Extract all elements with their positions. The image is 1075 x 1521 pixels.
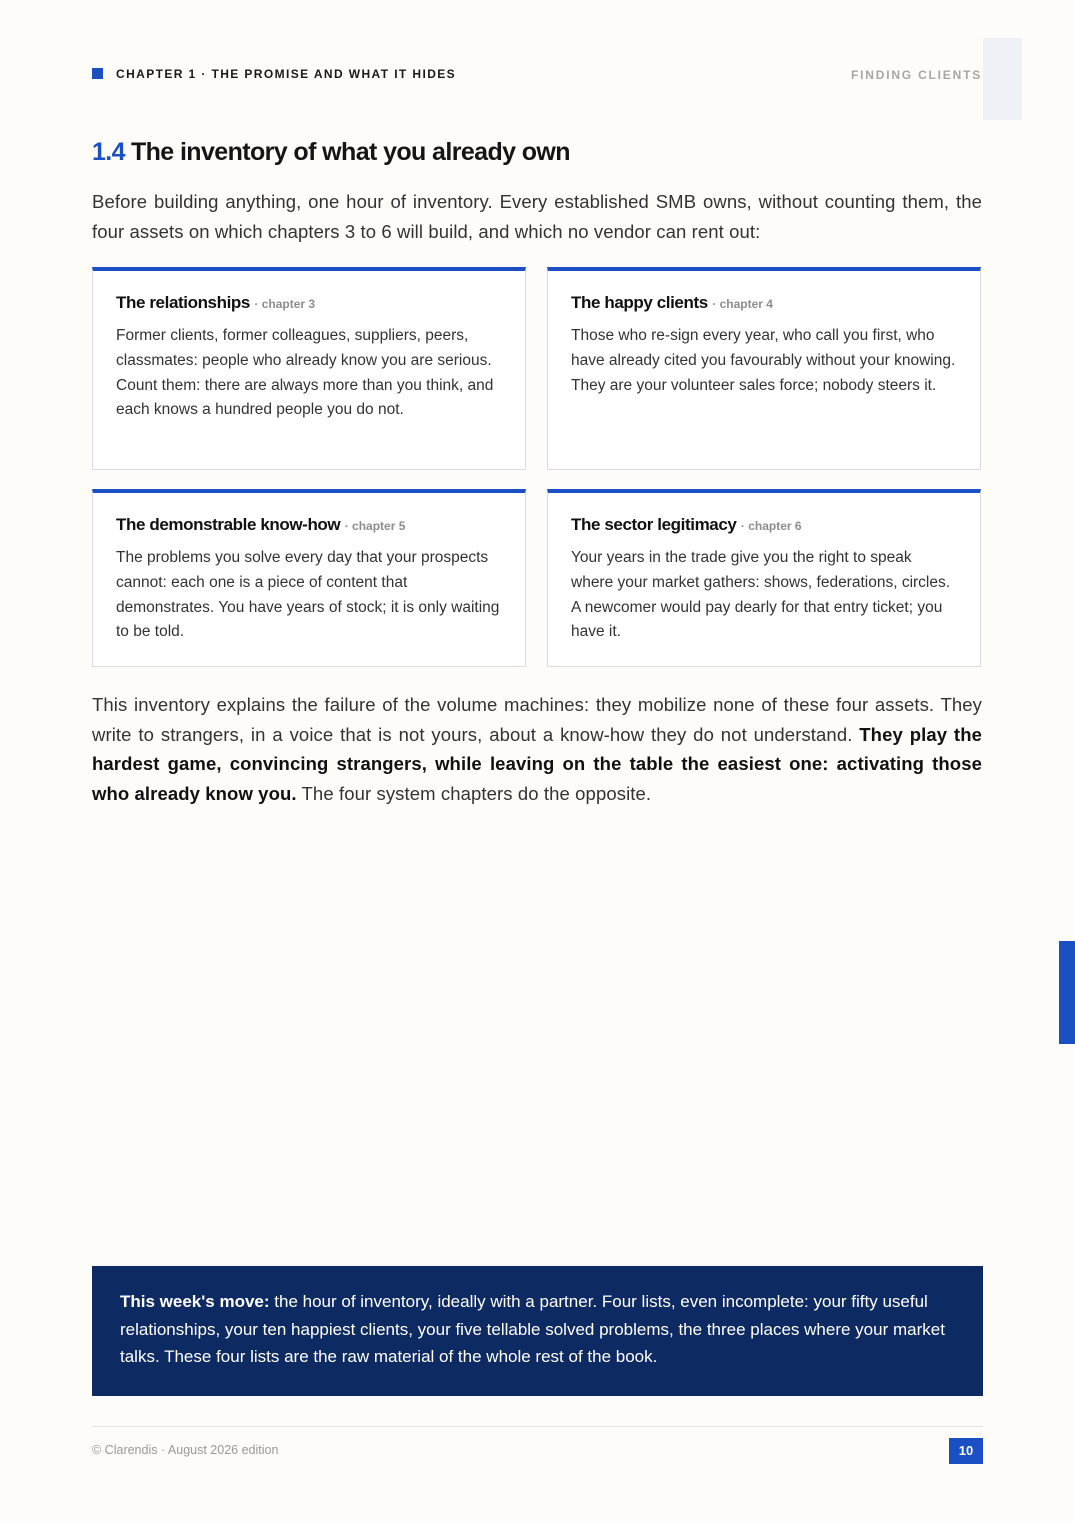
chapter-label: CHAPTER 1 · THE PROMISE AND WHAT IT HIDES: [116, 67, 457, 81]
chapter-marker: [92, 68, 103, 79]
card-title-text: The demonstrable know-how: [116, 515, 341, 534]
running-header: [92, 67, 982, 81]
card-body: Your years in the trade give you the right to speak where your market gathers: shows, federations, circles. A newcomer would pay dearly for that entry ticket; you have it.: [571, 549, 951, 641]
section-title: The inventory of what you already own: [130, 138, 570, 166]
card-title: [116, 293, 315, 313]
chapter-side-tab: [1059, 941, 1075, 1044]
page-number: 10: [949, 1438, 983, 1464]
outro-text: This inventory explains the failure of the volume machines: they mobilize none of these four assets. They write to strangers, in a voice that is not yours, about a know-how they do not understand.: [92, 694, 982, 745]
card-title: [571, 293, 773, 313]
callout-label: This week's move:: [120, 1292, 270, 1311]
weekly-move-callout: [92, 1266, 983, 1396]
card-title: [571, 515, 802, 535]
card-title-text: The relationships: [116, 293, 250, 312]
footer-divider: [92, 1426, 983, 1427]
card-chapter-ref: · chapter 4: [712, 297, 773, 311]
asset-card-know-how: [92, 489, 526, 667]
outro-emphasis: They play the hardest game, convincing strangers, while leaving on the table the easiest one: activating those who already know you.: [92, 723, 982, 805]
card-chapter-ref: · chapter 6: [740, 519, 802, 533]
card-body: Those who re-sign every year, who call you first, who have already cited you favourably without your knowing. They are your volunteer sales force; nobody steers it.: [571, 327, 956, 394]
chapter-number-decoration: [983, 38, 1022, 120]
section-heading: [92, 138, 570, 167]
section-number: 1.4: [92, 138, 125, 166]
card-body: The problems you solve every day that your prospects cannot: each one is a piece of content that demonstrates. You have years of stock; it is only waiting to be told.: [116, 549, 500, 641]
asset-card-sector-legitimacy: [547, 489, 981, 667]
outro-text-end: The four system chapters do the opposite.: [296, 783, 652, 805]
card-chapter-ref: · chapter 3: [254, 297, 316, 311]
asset-card-happy-clients: [547, 267, 981, 470]
intro-paragraph: Before building anything, one hour of inventory. Every established SMB owns, without counting them, the four assets on which chapters 3 to 6 will build, and which no vendor can rent out:: [92, 191, 982, 242]
section-label: FINDING CLIENTS: [851, 68, 982, 82]
card-title-text: The sector legitimacy: [571, 515, 737, 534]
card-body: Former clients, former colleagues, suppliers, peers, classmates: people who already know you are serious. Count them: there are always more than you think, and each knows a hundred people you do not.: [116, 327, 494, 419]
callout-body: the hour of inventory, ideally with a partner. Four lists, even incomplete: your fifty useful relationships, your ten happiest clients, your five tellable solved problems, the three places where your market talks. These four lists are the raw material of the whole rest of the book.: [120, 1292, 945, 1367]
card-chapter-ref: · chapter 5: [344, 519, 406, 533]
footer-copyright: © Clarendis · August 2026 edition: [92, 1443, 279, 1457]
card-title-text: The happy clients: [571, 293, 708, 312]
outro-paragraph: [92, 690, 982, 809]
callout-text: [120, 1288, 955, 1371]
card-title: [116, 515, 405, 535]
asset-card-relationships: [92, 267, 526, 470]
